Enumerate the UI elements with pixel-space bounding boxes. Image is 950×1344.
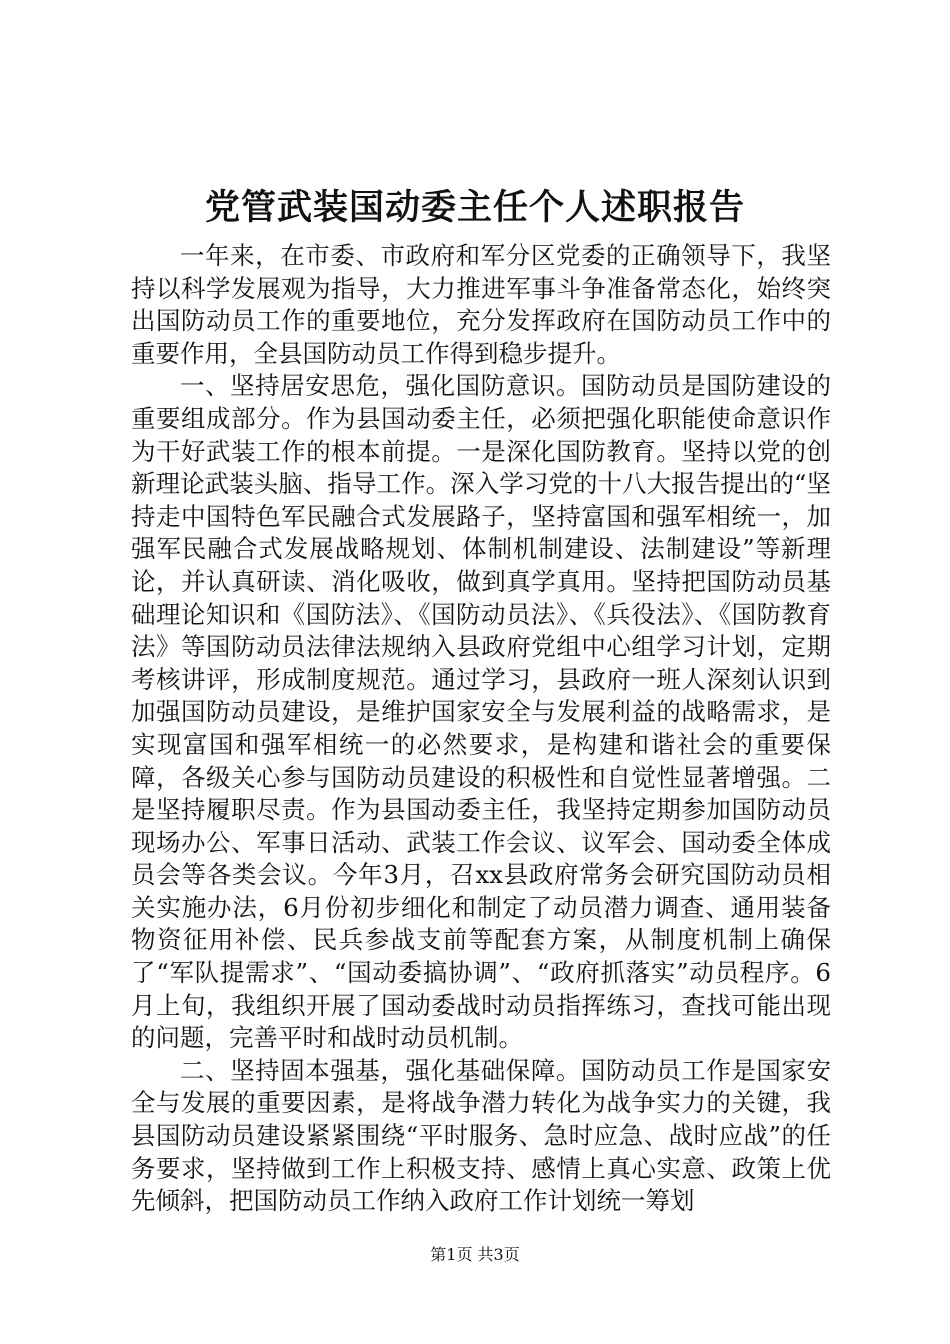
document-title: 党管武装国动委主任个人述职报告 [204,187,745,228]
paragraph-3: 二、坚持固本强基，强化基础保障。国防动员工作是国家安全与发展的重要因素，是将战争潜力转化为战争实力的关键，我县国防动员建设紧紧围绕“平时服务、急时应急、战时应战”的任务要求，坚持做到工作上积极支持、感情上真心实意、政策上优先倾斜，把国防动员工作纳入政府工作计划统一筹划 [131,1055,831,1216]
paragraph-2: 一、坚持居安思危，强化国防意识。国防动员是国防建设的重要组成部分。作为县国动委主任，必须把强化职能使命意识作为干好武装工作的根本前提。一是深化国防教育。坚持以党的创新理论武装头脑、指导工作。深入学习党的十八大报告提出的“坚持走中国特色军民融合式发展路子，坚持富国和强军相统一，加强军民融合式发展战略规划、体制机制建设、法制建设”等新理论，并认真研读、消化吸收，做到真学真用。坚持把国防动员基础理论知识和《国防法》、《国防动员法》、《兵役法》、《国防教育法》等国防动员法律法规纳入县政府党组中心组学习计划，定期考核讲评，形成制度规范。通过学习，县政府一班人深刻认识到加强国防动员建设，是维护国家安全与发展利益的战略需求，是实现富国和强军相统一的必然要求，是构建和谐社会的重要保障，各级关心参与国防动员建设的积极性和自觉性显著增强。二是坚持履职尽责。作为县国动委主任，我坚持定期参加国防动员现场办公、军事日活动、武装工作会议、议军会、国动委全体成员会等各类会议。今年3月，召xx县政府常务会研究国防动员相关实施办法，6月份初步细化和制定了动员潜力调查、通用装备物资征用补偿、民兵参战支前等配套方案，从制度机制上确保了“军队提需求”、“国动委搞协调”、“政府抓落实”动员程序。6月上旬，我组织开展了国动委战时动员指挥练习，查找可能出现的问题，完善平时和战时动员机制。 [131,371,831,1053]
page-footer: 第1页 共3页 [430,1245,520,1264]
paragraph-1: 一年来，在市委、市政府和军分区党委的正确领导下，我坚持以科学发展观为指导，大力推进军事斗争准备常态化，始终突出国防动员工作的重要地位，充分发挥政府在国防动员工作中的重要作用，全县国防动员工作得到稳步提升。 [131,241,831,368]
document-body [131,240,831,1218]
